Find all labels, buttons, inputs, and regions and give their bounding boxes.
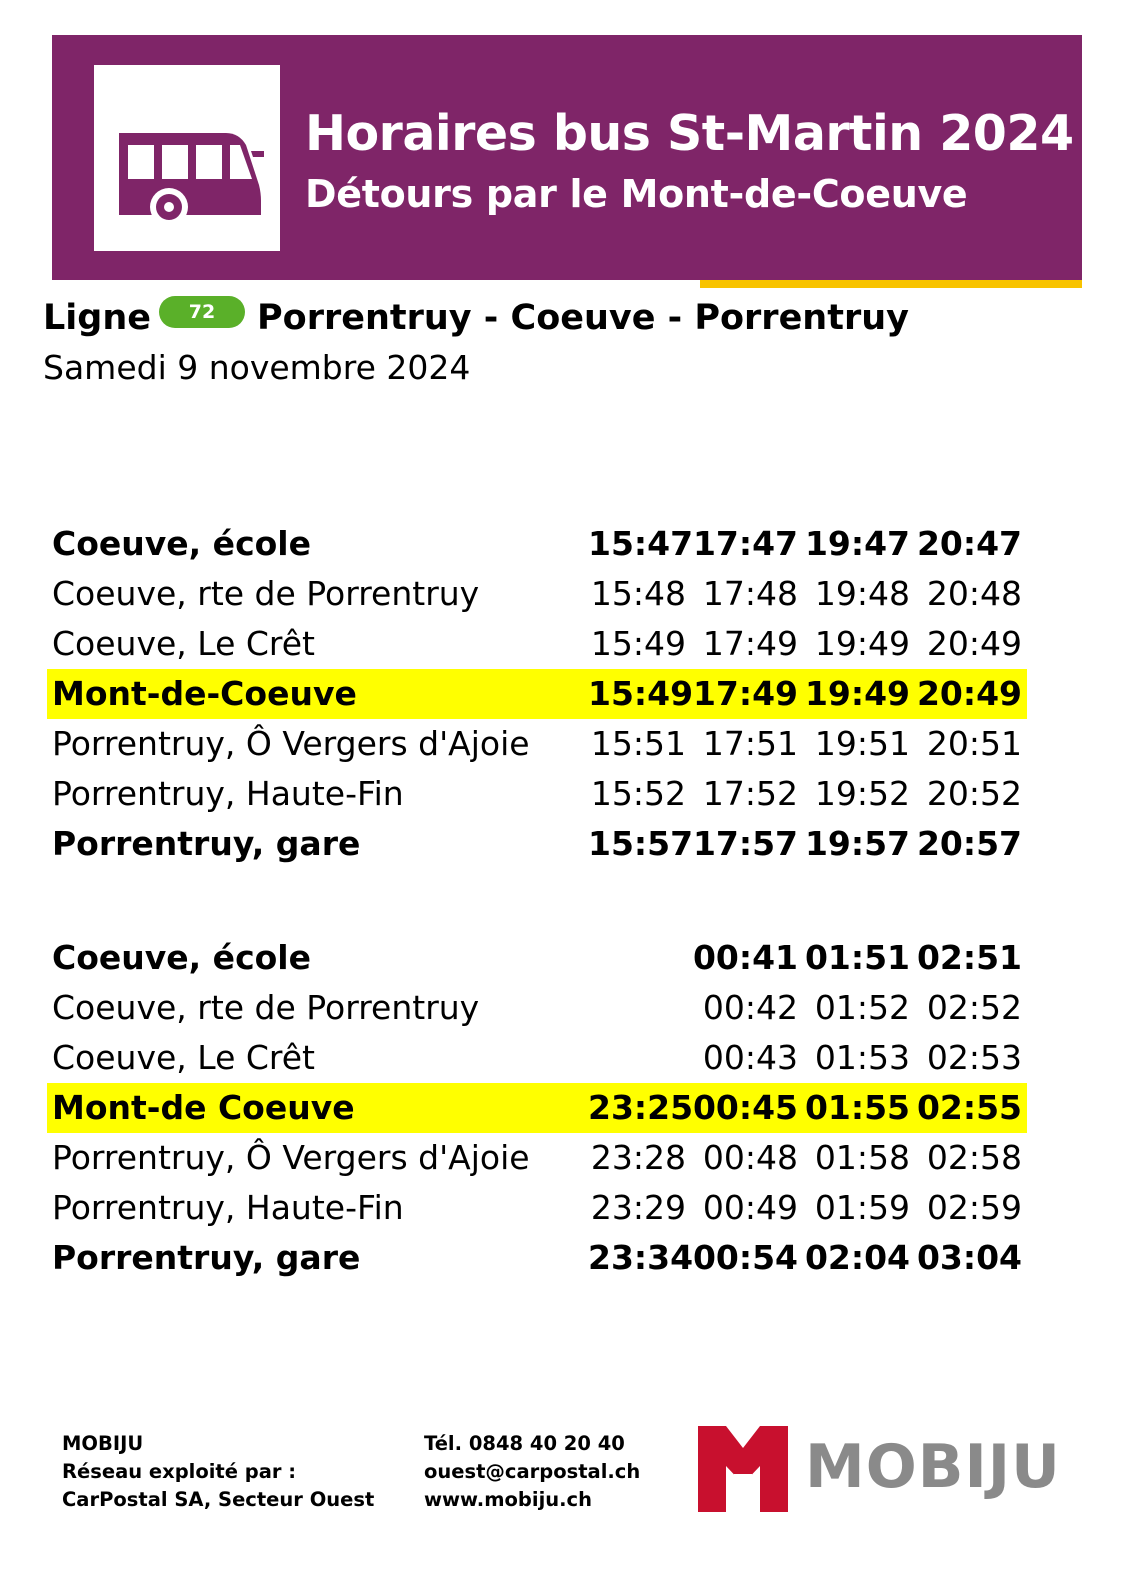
stop-name: Mont-de Coeuve: [52, 1088, 355, 1127]
departure-times: [588, 519, 1022, 569]
departure-time: 02:51: [916, 938, 1022, 977]
departure-time: 20:52: [926, 774, 1022, 813]
departure-time: 00:43: [702, 1038, 798, 1077]
footer-operator-line: CarPostal SA, Secteur Ouest: [62, 1488, 375, 1511]
stop-name: Porrentruy, Haute-Fin: [52, 774, 404, 813]
departure-time: [588, 1033, 686, 1083]
departure-times: [588, 1083, 1022, 1133]
departure-times: [588, 1183, 1022, 1233]
footer-phone: Tél. 0848 40 20 40: [424, 1432, 625, 1455]
departure-time: 17:51: [702, 724, 798, 763]
bus-icon-box: [94, 65, 280, 251]
stop-name: Mont-de-Coeuve: [52, 674, 357, 713]
timetable-row: [47, 569, 1027, 619]
timetable-row: [47, 519, 1027, 569]
departure-time: 17:47: [692, 524, 798, 563]
timetable-2: [47, 933, 1027, 1283]
departure-time: 00:45: [692, 1088, 798, 1127]
departure-times: [588, 769, 1022, 819]
departure-time: 02:58: [926, 1138, 1022, 1177]
stop-name: Coeuve, Le Crêt: [52, 1038, 315, 1077]
stop-name: Coeuve, Le Crêt: [52, 624, 315, 663]
departure-times: [588, 619, 1022, 669]
footer-operator-line: Réseau exploité par :: [62, 1460, 297, 1483]
header-accent-stripe: [700, 280, 1082, 288]
departure-time: 17:52: [702, 774, 798, 813]
departure-time: 20:51: [926, 724, 1022, 763]
stop-name: Coeuve, rte de Porrentruy: [52, 574, 480, 613]
departure-time: 23:28: [590, 1138, 686, 1177]
departure-time: 20:49: [916, 674, 1022, 713]
departure-time: 03:04: [916, 1238, 1022, 1277]
departure-time: 20:48: [926, 574, 1022, 613]
line-number-badge: 72: [159, 296, 245, 328]
departure-time: 19:49: [814, 624, 910, 663]
departure-times: [588, 819, 1022, 869]
departure-time: 17:49: [702, 624, 798, 663]
departure-time: 02:04: [804, 1238, 910, 1277]
stop-name: Coeuve, école: [52, 524, 311, 563]
line-heading: [43, 298, 909, 338]
timetable-row: [47, 1083, 1027, 1133]
timetable-row: [47, 769, 1027, 819]
departure-time: 23:25: [588, 1088, 694, 1127]
departure-time: 02:52: [926, 988, 1022, 1027]
bus-icon: [114, 125, 264, 225]
departure-times: [588, 1133, 1022, 1183]
departure-time: 00:41: [692, 938, 798, 977]
departure-time: 15:52: [590, 774, 686, 813]
departure-time: 00:48: [702, 1138, 798, 1177]
departure-time: 17:49: [692, 674, 798, 713]
departure-time: 01:53: [814, 1038, 910, 1077]
departure-time: 01:51: [804, 938, 910, 977]
stop-name: Porrentruy, Ô Vergers d'Ajoie: [52, 1138, 530, 1177]
departure-time: 19:57: [804, 824, 910, 863]
line-label: Ligne: [43, 298, 152, 338]
departure-time: 15:47: [588, 524, 694, 563]
departure-time: 19:49: [804, 674, 910, 713]
mobiju-m-logo: [698, 1426, 788, 1512]
departure-times: [588, 719, 1022, 769]
line-route: Porrentruy - Coeuve - Porrentruy: [257, 298, 909, 338]
departure-times: [588, 983, 1022, 1033]
timetable-row: [47, 669, 1027, 719]
departure-time: 02:55: [916, 1088, 1022, 1127]
stop-name: Porrentruy, gare: [52, 824, 361, 863]
departure-times: [588, 669, 1022, 719]
departure-time: 20:57: [916, 824, 1022, 863]
page-title: Horaires bus St-Martin 2024: [305, 105, 1074, 162]
timetable-row: [47, 983, 1027, 1033]
service-date: Samedi 9 novembre 2024: [43, 348, 471, 387]
footer-contact: [424, 1430, 640, 1514]
header-banner: [52, 35, 1082, 280]
departure-time: 19:51: [814, 724, 910, 763]
departure-time: 01:58: [814, 1138, 910, 1177]
departure-time: 17:48: [702, 574, 798, 613]
footer-website: www.mobiju.ch: [424, 1488, 592, 1511]
departure-time: 15:49: [588, 674, 694, 713]
departure-time: 15:48: [590, 574, 686, 613]
departure-time: 23:34: [588, 1238, 694, 1277]
departure-time: 01:59: [814, 1188, 910, 1227]
stop-name: Porrentruy, Ô Vergers d'Ajoie: [52, 724, 530, 763]
departure-time: 20:47: [916, 524, 1022, 563]
timetable-row: [47, 1233, 1027, 1283]
timetable-row: [47, 933, 1027, 983]
departure-time: 02:59: [926, 1188, 1022, 1227]
departure-times: [588, 1233, 1022, 1283]
departure-time: 00:42: [702, 988, 798, 1027]
footer-operator-line: MOBIJU: [62, 1432, 144, 1455]
departure-time: 19:52: [814, 774, 910, 813]
departure-times: [588, 569, 1022, 619]
departure-time: 15:49: [590, 624, 686, 663]
departure-time: 00:49: [702, 1188, 798, 1227]
timetable-row: [47, 619, 1027, 669]
timetable-row: [47, 1183, 1027, 1233]
page-subtitle: Détours par le Mont-de-Coeuve: [305, 172, 968, 216]
departure-time: [588, 933, 686, 983]
timetable-row: [47, 1133, 1027, 1183]
departure-time: 19:47: [804, 524, 910, 563]
timetable-1: [47, 519, 1027, 869]
timetable-row: [47, 819, 1027, 869]
departure-time: 02:53: [926, 1038, 1022, 1077]
departure-time: 01:55: [804, 1088, 910, 1127]
stop-name: Coeuve, rte de Porrentruy: [52, 988, 480, 1027]
departure-times: [588, 1033, 1022, 1083]
departure-time: 00:54: [692, 1238, 798, 1277]
stop-name: Coeuve, école: [52, 938, 311, 977]
departure-time: 15:57: [588, 824, 694, 863]
departure-time: [588, 983, 686, 1033]
departure-time: 19:48: [814, 574, 910, 613]
footer-operator: [62, 1430, 374, 1514]
departure-time: 17:57: [692, 824, 798, 863]
departure-times: [588, 933, 1022, 983]
departure-time: 20:49: [926, 624, 1022, 663]
footer-email: ouest@carpostal.ch: [424, 1460, 641, 1483]
stop-name: Porrentruy, Haute-Fin: [52, 1188, 404, 1227]
departure-time: 15:51: [590, 724, 686, 763]
timetable-row: [47, 719, 1027, 769]
mobiju-logo-text: MOBIJU: [805, 1432, 1061, 1502]
departure-time: 01:52: [814, 988, 910, 1027]
stop-name: Porrentruy, gare: [52, 1238, 361, 1277]
timetable-row: [47, 1033, 1027, 1083]
departure-time: 23:29: [590, 1188, 686, 1227]
